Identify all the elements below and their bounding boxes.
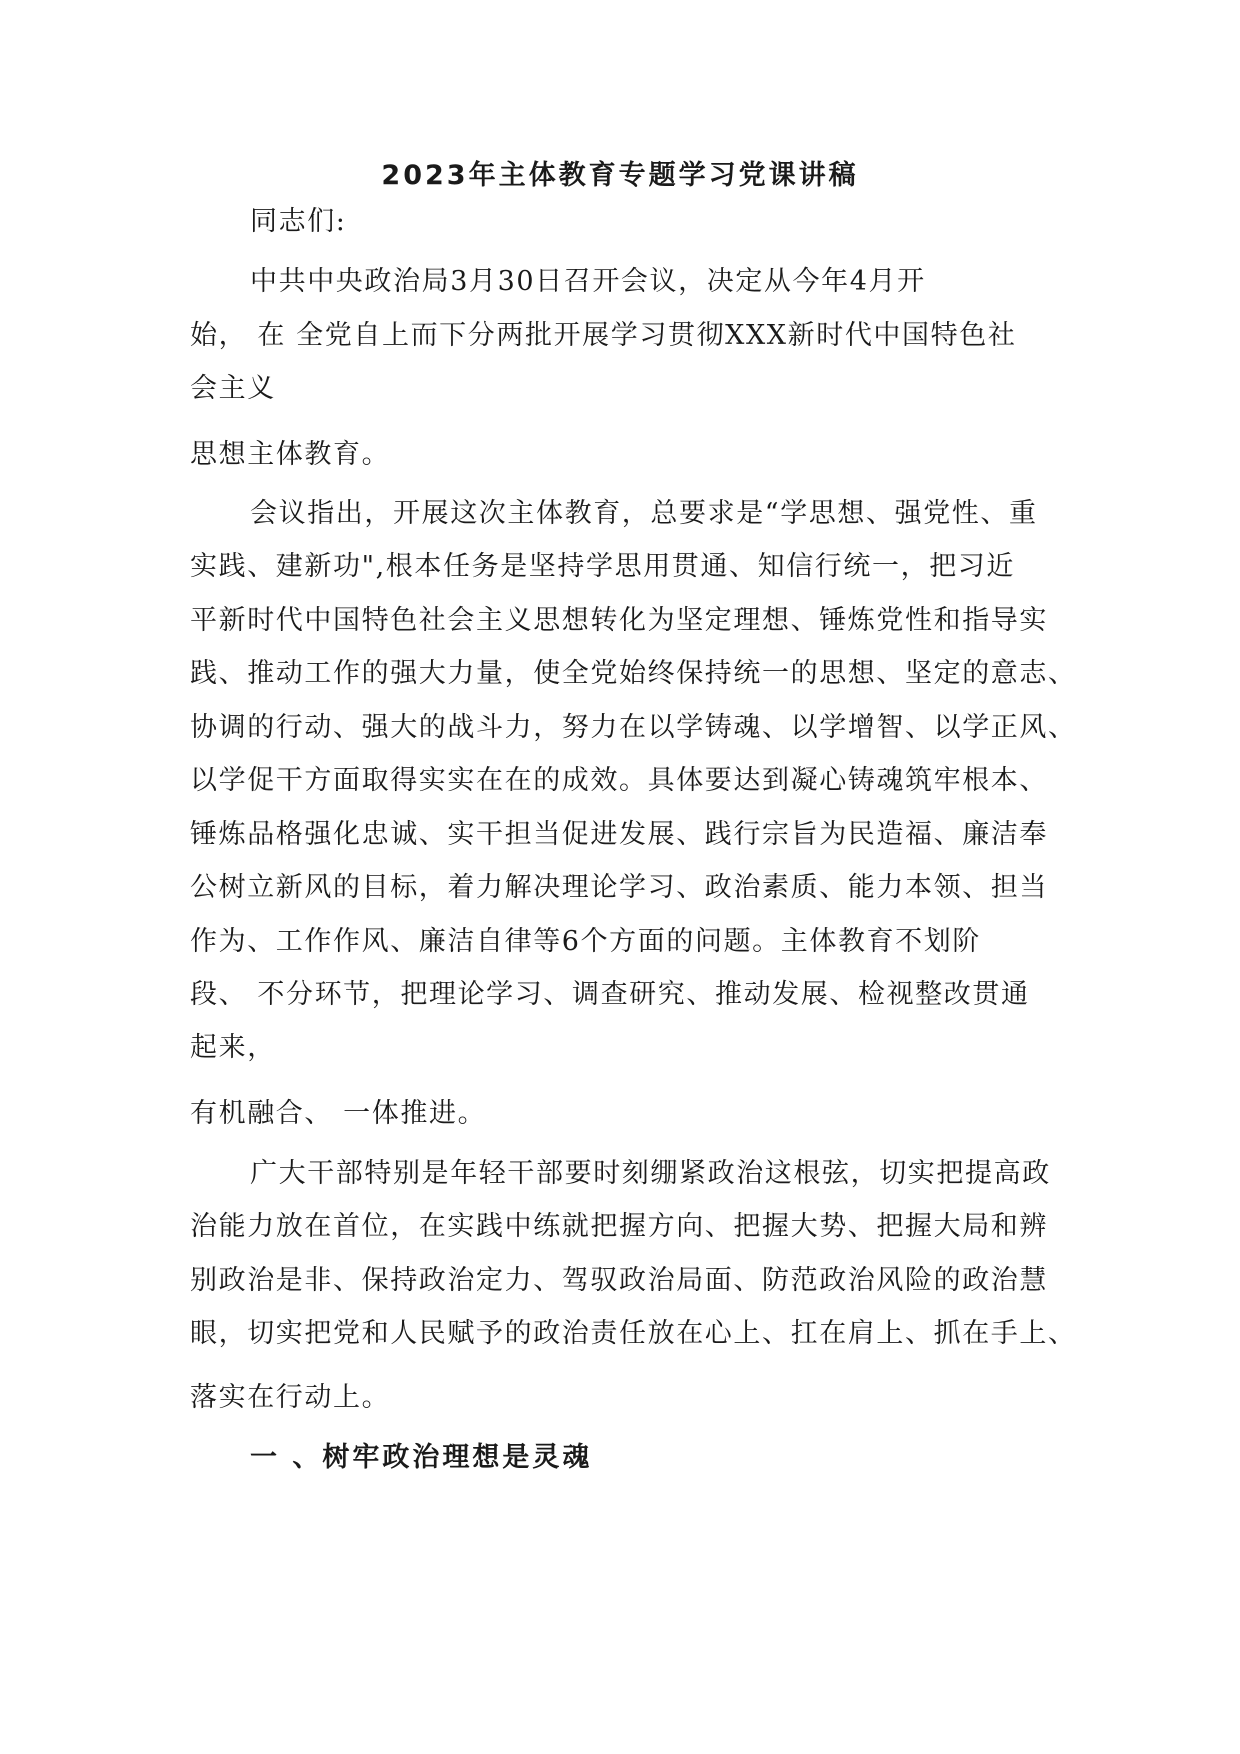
paragraph-1-line-4: 思想主体教育。 (190, 439, 391, 470)
paragraph-2-line-3: 平新时代中国特色社会主义思想转化为坚定理想、锤炼党性和指导实 (190, 605, 1048, 636)
paragraph-3-line-3: 别政治是非、保持政治定力、驾驭政治局面、防范政治风险的政治慧 (190, 1265, 1048, 1296)
paragraph-2-line-11: 起来， (190, 1032, 276, 1063)
paragraph-2-line-12: 有机融合、 一体推进。 (190, 1098, 487, 1129)
paragraph-1-line-2: 始， 在 全党自上而下分两批开展学习贯彻XXX新时代中国特色社 (190, 320, 1017, 351)
paragraph-2-line-7: 锤炼品格强化忠诚、实干担当促进发展、践行宗旨为民造福、廉洁奉 (190, 819, 1048, 850)
document-title: 2023年主体教育专题学习党课讲稿 (381, 160, 859, 191)
paragraph-3-line-5: 落实在行动上。 (190, 1382, 391, 1413)
paragraph-2-line-10: 段、 不分环节，把理论学习、调查研究、推动发展、检视整改贯通 (190, 979, 1030, 1010)
paragraph-3-line-1: 广大干部特别是年轻干部要时刻绷紧政治这根弦，切实把提高政 (250, 1158, 1051, 1189)
paragraph-2-line-5: 协调的行动、强大的战斗力，努力在以学铸魂、以学增智、以学正风、 (190, 712, 1077, 743)
section-heading: 一 、树牢政治理想是灵魂 (250, 1442, 593, 1473)
paragraph-1-line-1: 中共中央政治局3月30日召开会议，决定从今年4月开 (250, 266, 926, 297)
paragraph-2-line-9: 作为、工作作风、廉洁自律等6个方面的问题。主体教育不划阶 (190, 926, 981, 957)
paragraph-2-line-2: 实践、建新功",根本任务是坚持学思用贯通、知信行统一，把习近 (190, 551, 1015, 582)
paragraph-3-line-4: 眼，切实把党和人民赋予的政治责任放在心上、扛在肩上、抓在手上、 (190, 1318, 1077, 1349)
paragraph-2-line-1: 会议指出，开展这次主体教育，总要求是“学思想、强党性、重 (250, 498, 1038, 529)
salutation: 同志们: (250, 206, 347, 237)
paragraph-2-line-6: 以学促干方面取得实实在在的成效。具体要达到凝心铸魂筑牢根本、 (190, 765, 1048, 796)
paragraph-3-line-2: 治能力放在首位，在实践中练就把握方向、把握大势、把握大局和辨 (190, 1211, 1048, 1242)
paragraph-2-line-4: 践、推动工作的强大力量，使全党始终保持统一的思想、坚定的意志、 (190, 658, 1077, 689)
paragraph-1-line-3: 会主义 (190, 373, 276, 404)
paragraph-2-line-8: 公树立新风的目标，着力解决理论学习、政治素质、能力本领、担当 (190, 872, 1048, 903)
